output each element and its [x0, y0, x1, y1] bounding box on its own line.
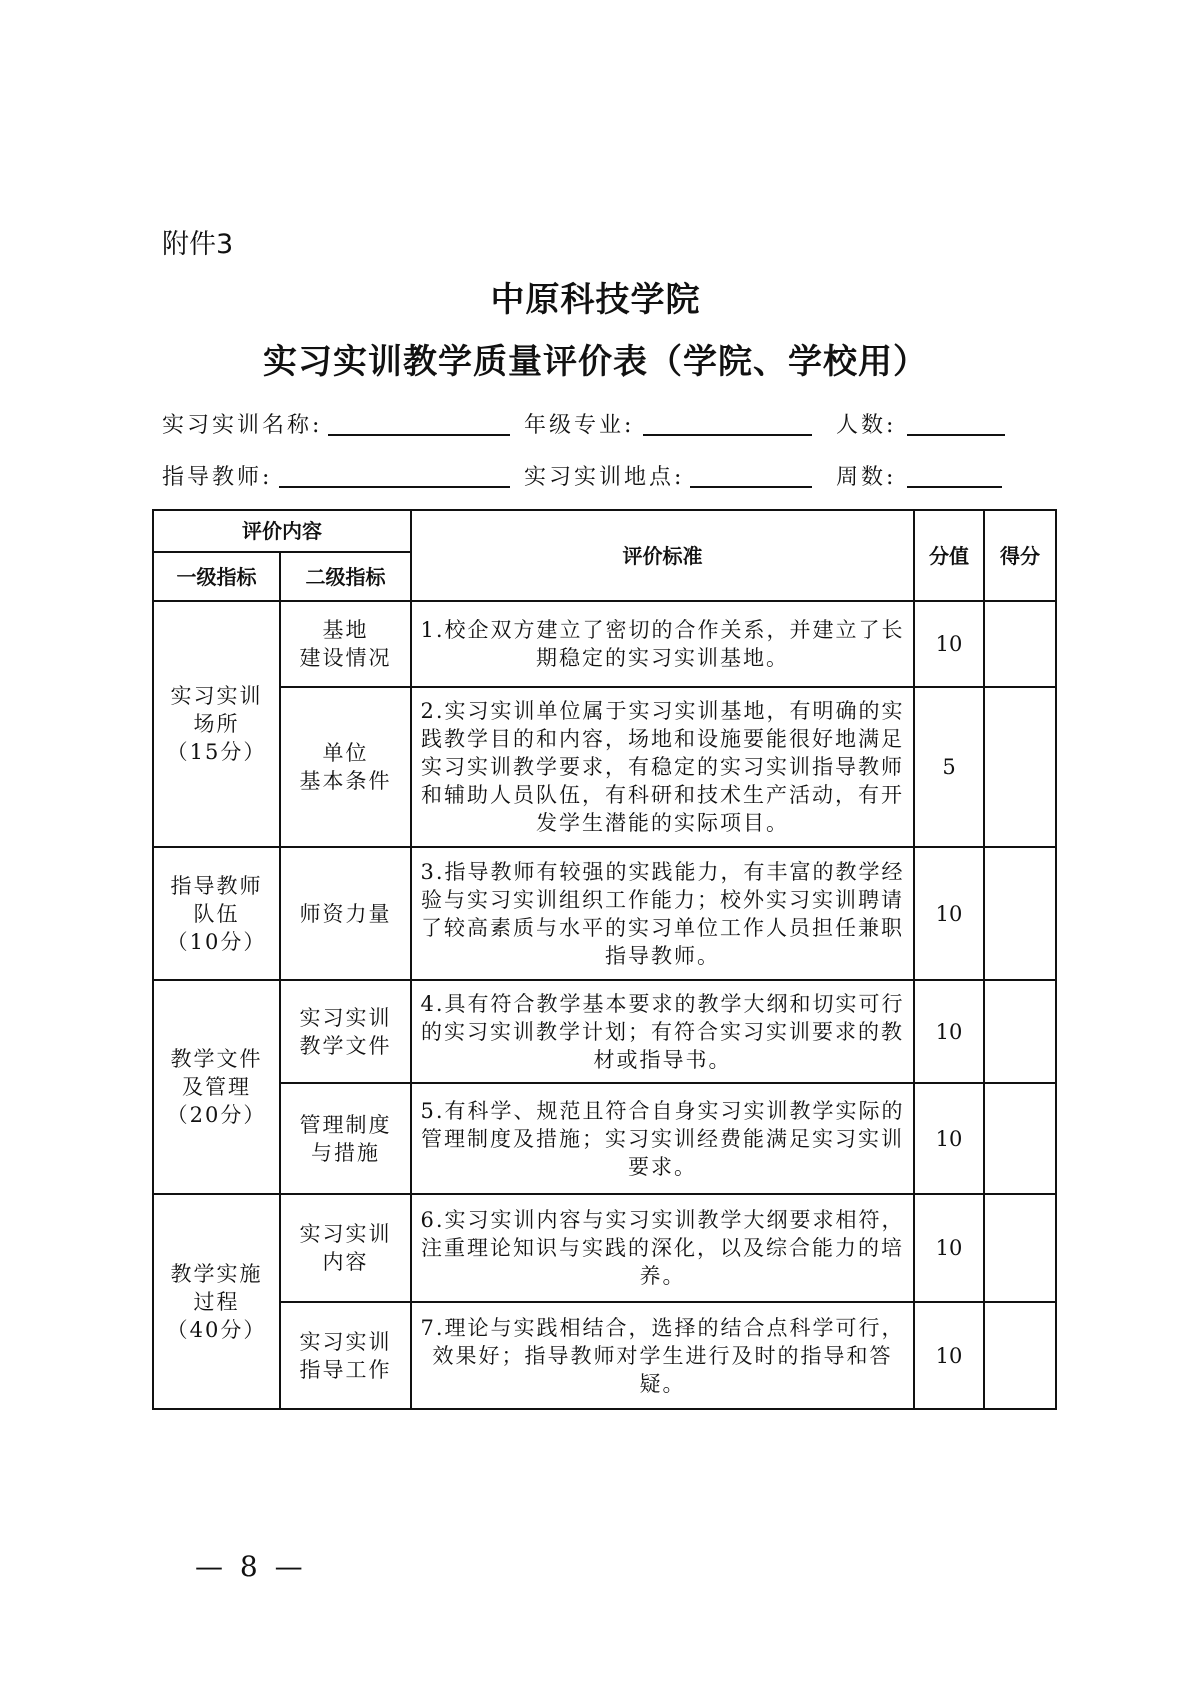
headcount-field[interactable]	[907, 434, 1005, 436]
level2-cell: 师资力量	[280, 847, 411, 980]
header-criteria: 评价标准	[411, 510, 914, 601]
score-input-cell[interactable]	[984, 1302, 1056, 1409]
score-input-cell[interactable]	[984, 847, 1056, 980]
criteria-cell: 7.理论与实践相结合，选择的结合点科学可行，效果好；指导教师对学生进行及时的指导和答疑。	[411, 1302, 914, 1409]
form-title: 实习实训教学质量评价表（学院、学校用）	[263, 342, 928, 382]
points-cell: 10	[914, 601, 984, 687]
location-field[interactable]	[690, 486, 812, 488]
level1-cell: 指导教师 队伍 （10分）	[153, 847, 280, 980]
points-cell: 10	[914, 1302, 984, 1409]
criteria-cell: 4.具有符合教学基本要求的教学大纲和切实可行的实习实训教学计划；有符合实习实训要求的教材或指导书。	[411, 980, 914, 1083]
criteria-cell: 2.实习实训单位属于实习实训基地，有明确的实践教学目的和内容，场地和设施要能很好地满足实习实训教学要求，有稳定的实习实训指导教师和辅助人员队伍，有科研和技术生产活动，有开发学生潜能的实际项目。	[411, 687, 914, 847]
points-cell: 10	[914, 1083, 984, 1194]
criteria-cell: 6.实习实训内容与实习实训教学大纲要求相符，注重理论知识与实践的深化，以及综合能力的培养。	[411, 1194, 914, 1302]
field-label-weeks: 周数:	[836, 465, 897, 490]
level1-cell: 教学实施 过程 （40分）	[153, 1194, 280, 1409]
table-row	[153, 847, 1056, 980]
score-input-cell[interactable]	[984, 1194, 1056, 1302]
attachment-label: 附件3	[162, 229, 234, 260]
table-row	[153, 601, 1056, 687]
level1-cell: 实习实训 场所 （15分）	[153, 601, 280, 847]
institution-title: 中原科技学院	[490, 280, 701, 320]
score-input-cell[interactable]	[984, 601, 1056, 687]
field-label-practice-name: 实习实训名称:	[162, 413, 323, 438]
level2-cell: 基地 建设情况	[280, 601, 411, 687]
evaluation-table	[152, 509, 1057, 1410]
instructor-field[interactable]	[279, 486, 510, 488]
level1-cell: 教学文件 及管理 （20分）	[153, 980, 280, 1194]
field-label-instructor: 指导教师:	[162, 465, 273, 490]
score-input-cell[interactable]	[984, 980, 1056, 1083]
header-points: 分值	[914, 510, 984, 601]
header-score: 得分	[984, 510, 1056, 601]
practice-name-field[interactable]	[328, 434, 510, 436]
field-label-location: 实习实训地点:	[524, 465, 685, 490]
level2-cell: 实习实训 指导工作	[280, 1302, 411, 1409]
score-input-cell[interactable]	[984, 687, 1056, 847]
level2-cell: 实习实训 教学文件	[280, 980, 411, 1083]
field-label-headcount: 人数:	[836, 413, 897, 438]
points-cell: 10	[914, 847, 984, 980]
criteria-cell: 1.校企双方建立了密切的合作关系，并建立了长期稳定的实习实训基地。	[411, 601, 914, 687]
page-number: — 8 —	[195, 1550, 307, 1583]
score-input-cell[interactable]	[984, 1083, 1056, 1194]
criteria-cell: 5.有科学、规范且符合自身实习实训教学实际的管理制度及措施；实习实训经费能满足实习实训要求。	[411, 1083, 914, 1194]
weeks-field[interactable]	[907, 486, 1002, 488]
table-row	[153, 1194, 1056, 1302]
table-row	[153, 1083, 1056, 1194]
table-row	[153, 980, 1056, 1083]
level2-cell: 管理制度 与措施	[280, 1083, 411, 1194]
header-level2: 二级指标	[280, 552, 411, 601]
level2-cell: 实习实训 内容	[280, 1194, 411, 1302]
points-cell: 5	[914, 687, 984, 847]
criteria-cell: 3.指导教师有较强的实践能力，有丰富的教学经验与实习实训组织工作能力；校外实习实训聘请了较高素质与水平的实习单位工作人员担任兼职指导教师。	[411, 847, 914, 980]
points-cell: 10	[914, 1194, 984, 1302]
header-level1: 一级指标	[153, 552, 280, 601]
table-row	[153, 1302, 1056, 1409]
table-row	[153, 687, 1056, 847]
points-cell: 10	[914, 980, 984, 1083]
grade-major-field[interactable]	[643, 434, 812, 436]
field-label-grade-major: 年级专业:	[524, 413, 635, 438]
header-evaluation-content: 评价内容	[153, 510, 411, 552]
level2-cell: 单位 基本条件	[280, 687, 411, 847]
